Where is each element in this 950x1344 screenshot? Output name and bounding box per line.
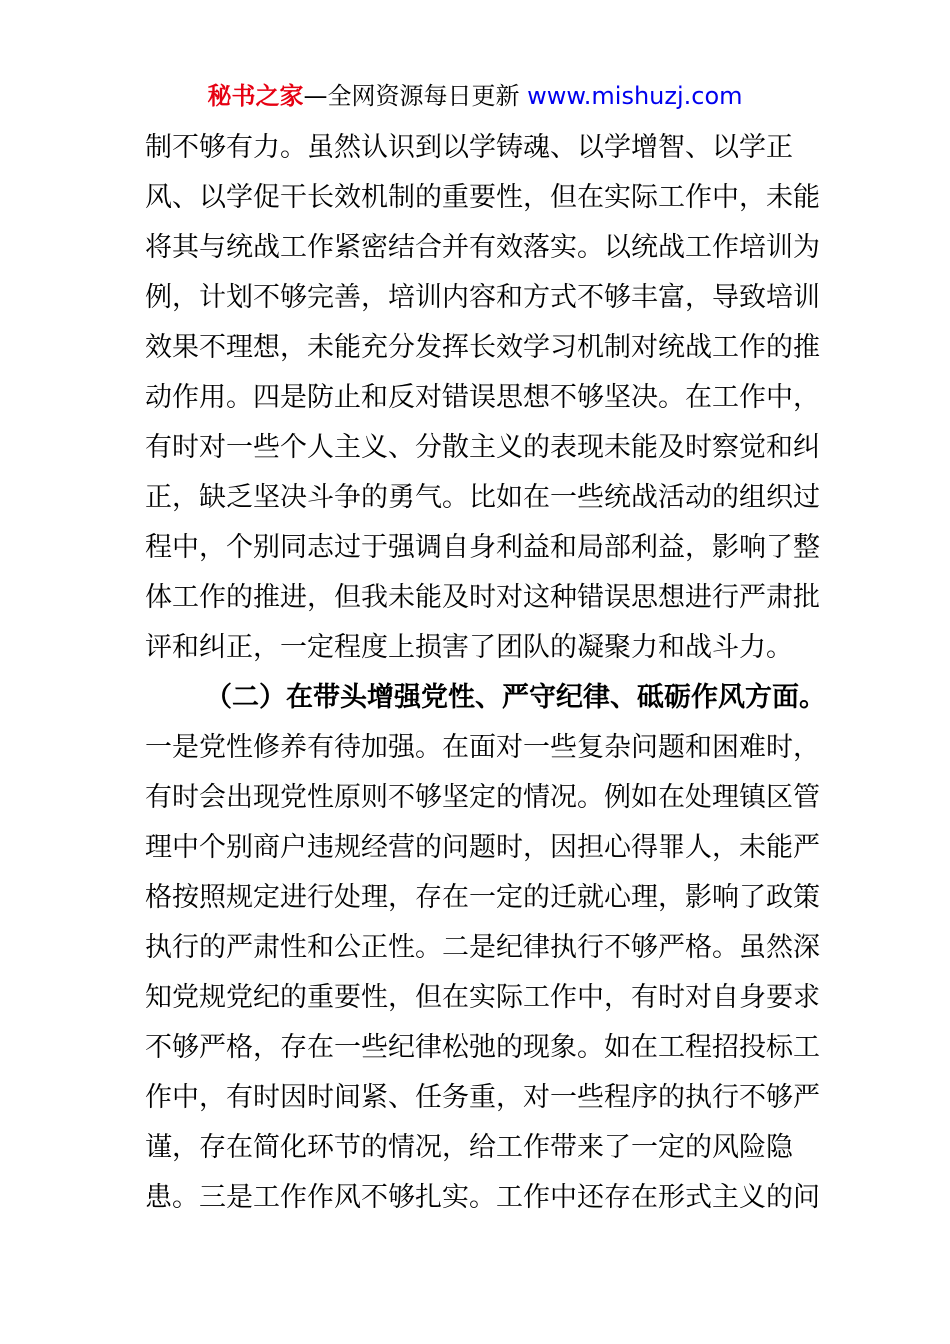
paragraph-line: 风、以学促干长效机制的重要性，但在实际工作中，未能 (145, 182, 820, 213)
document-body (145, 123, 825, 1223)
paragraph-line: 作中，有时因时间紧、任务重，对一些程序的执行不够严 (145, 1082, 820, 1113)
paragraph-line: 有时会出现党性原则不够坚定的情况。例如在处理镇区管 (145, 782, 820, 813)
paragraph-line: 制不够有力。虽然认识到以学铸魂、以学增智、以学正 (145, 132, 793, 163)
paragraph-line: 不够严格，存在一些纪律松弛的现象。如在工程招投标工 (145, 1032, 820, 1063)
paragraph-line: 效果不理想，未能充分发挥长效学习机制对统战工作的推 (145, 332, 820, 363)
site-url-link[interactable]: www.mishuzj.com (527, 82, 743, 110)
paragraph-line: 患。三是工作作风不够扎实。工作中还存在形式主义的问 (145, 1182, 820, 1213)
paragraph-line: 评和纠正，一定程度上损害了团队的凝聚力和战斗力。 (145, 632, 793, 663)
paragraph-line: 体工作的推进，但我未能及时对这种错误思想进行严肃批 (145, 582, 820, 613)
paragraph-line: 理中个别商户违规经营的问题时，因担心得罪人，未能严 (145, 832, 820, 863)
section-heading: （二）在带头增强党性、严守纪律、砥砺作风方面。 (205, 682, 826, 713)
paragraph-line: 例，计划不够完善，培训内容和方式不够丰富，导致培训 (145, 282, 820, 313)
paragraph-line: 谨，存在简化环节的情况，给工作带来了一定的风险隐 (145, 1132, 793, 1163)
site-tagline: —全网资源每日更新 (303, 82, 528, 110)
paragraph-line: 动作用。四是防止和反对错误思想不够坚决。在工作中， (145, 382, 820, 413)
paragraph-line: 有时对一些个人主义、分散主义的表现未能及时察觉和纠 (145, 432, 820, 463)
paragraph-line: 知党规党纪的重要性，但在实际工作中，有时对自身要求 (145, 982, 820, 1013)
paragraph-line: 将其与统战工作紧密结合并有效落实。以统战工作培训为 (145, 232, 820, 263)
paragraph-line: 程中，个别同志过于强调自身利益和局部利益，影响了整 (145, 532, 820, 563)
paragraph-line: 执行的严肃性和公正性。二是纪律执行不够严格。虽然深 (145, 932, 820, 963)
paragraph-line: 格按照规定进行处理，存在一定的迁就心理，影响了政策 (145, 882, 820, 913)
site-header (0, 80, 950, 112)
site-brand: 秘书之家 (207, 82, 304, 110)
paragraph-line: 一是党性修养有待加强。在面对一些复杂问题和困难时， (145, 732, 820, 763)
paragraph-line: 正，缺乏坚决斗争的勇气。比如在一些统战活动的组织过 (145, 482, 820, 513)
